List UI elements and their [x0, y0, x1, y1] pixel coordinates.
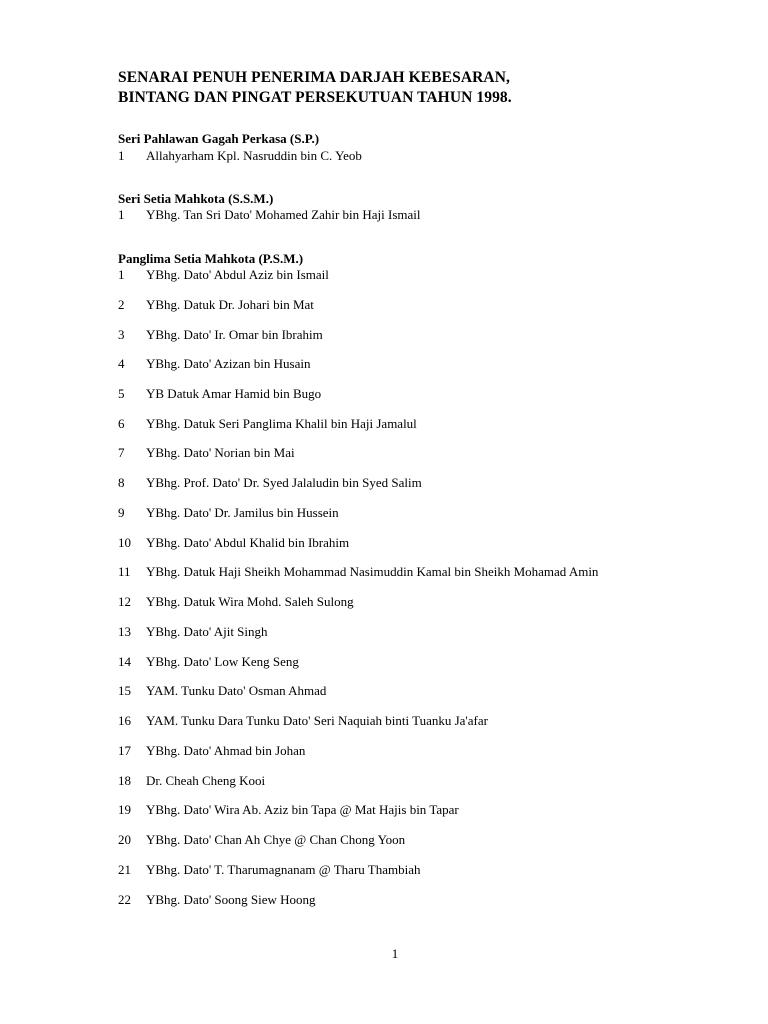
entry-name: YBhg. Dato' Low Keng Seng [146, 654, 299, 669]
list-item [118, 832, 405, 848]
entry-number: 18 [118, 773, 131, 788]
list-item [118, 743, 305, 759]
list-item [118, 475, 422, 491]
entry-name: YBhg. Datuk Seri Panglima Khalil bin Haji Jamalul [146, 416, 417, 431]
list-item [118, 356, 310, 372]
list-item [118, 416, 417, 432]
entry-number: 6 [118, 416, 125, 431]
list-item [118, 327, 323, 343]
page-number: 1 [391, 946, 399, 961]
entry-number: 5 [118, 386, 125, 401]
list-item [118, 773, 265, 789]
title-line-2: BINTANG DAN PINGAT PERSEKUTUAN TAHUN 1998. [118, 89, 512, 106]
list-item [118, 654, 299, 670]
list-item [118, 386, 321, 402]
entry-name: YAM. Tunku Dara Tunku Dato' Seri Naquiah binti Tuanku Ja'afar [146, 713, 488, 728]
list-item [118, 297, 314, 313]
entry-number: 20 [118, 832, 131, 847]
entry-name: YBhg. Dato' Chan Ah Chye @ Chan Chong Yoon [146, 832, 406, 847]
entry-name: Dr. Cheah Cheng Kooi [146, 773, 266, 788]
entry-number: 16 [118, 713, 131, 728]
list-item [118, 564, 598, 580]
list-item [118, 862, 421, 878]
entry-name: YBhg. Prof. Dato' Dr. Syed Jalaludin bin Syed Salim [146, 475, 422, 490]
entry-name: YBhg. Dato' T. Tharumagnanam @ Tharu Thambiah [146, 862, 421, 877]
list-item [118, 267, 329, 283]
entry-number: 4 [118, 356, 125, 371]
entry-number: 1 [118, 148, 125, 163]
list-item [118, 535, 349, 551]
entry-name: Allahyarham Kpl. Nasruddin bin C. Yeob [146, 148, 362, 163]
entry-number: 12 [118, 594, 131, 609]
entry-name: YBhg. Dato' Ahmad bin Johan [146, 743, 306, 758]
document-title [118, 68, 512, 108]
list-item [118, 624, 268, 640]
entry-number: 17 [118, 743, 131, 758]
section-heading-ssm: Seri Setia Mahkota (S.S.M.) [118, 191, 274, 206]
list-item [118, 207, 421, 223]
entry-number: 1 [118, 267, 125, 282]
entry-number: 14 [118, 654, 131, 669]
entry-number: 10 [118, 535, 131, 550]
entry-number: 15 [118, 683, 131, 698]
entry-name: YBhg. Datuk Haji Sheikh Mohammad Nasimuddin Kamal bin Sheikh Mohamad Amin [146, 564, 599, 579]
entry-name: YBhg. Dato' Abdul Khalid bin Ibrahim [146, 535, 350, 550]
list-item [118, 683, 326, 699]
entry-name: YBhg. Dato' Abdul Aziz bin Ismail [146, 267, 329, 282]
entry-number: 3 [118, 327, 125, 342]
entry-name: YBhg. Dato' Soong Siew Hoong [146, 892, 316, 907]
entry-name: YBhg. Dato' Dr. Jamilus bin Hussein [146, 505, 339, 520]
entry-name: YBhg. Dato' Wira Ab. Aziz bin Tapa @ Mat Hajis bin Tapar [146, 802, 459, 817]
entry-number: 8 [118, 475, 125, 490]
entry-number: 21 [118, 862, 131, 877]
list-item [118, 802, 459, 818]
entry-number: 2 [118, 297, 125, 312]
entry-name: YBhg. Datuk Wira Mohd. Saleh Sulong [146, 594, 354, 609]
entry-number: 7 [118, 445, 125, 460]
list-item [118, 148, 362, 164]
entry-name: YBhg. Tan Sri Dato' Mohamed Zahir bin Haji Ismail [146, 207, 421, 222]
entry-number: 11 [118, 564, 131, 579]
entry-name: YBhg. Dato' Ajit Singh [146, 624, 268, 639]
entry-name: YB Datuk Amar Hamid bin Bugo [146, 386, 322, 401]
entry-name: YBhg. Dato' Ir. Omar bin Ibrahim [146, 327, 323, 342]
entry-name: YBhg. Datuk Dr. Johari bin Mat [146, 297, 314, 312]
list-item [118, 892, 316, 908]
entry-number: 19 [118, 802, 131, 817]
entry-number: 1 [118, 207, 125, 222]
list-item [118, 594, 354, 610]
entry-name: YBhg. Dato' Azizan bin Husain [146, 356, 311, 371]
list-item [118, 713, 488, 729]
entry-name: YBhg. Dato' Norian bin Mai [146, 445, 295, 460]
section-heading-sp: Seri Pahlawan Gagah Perkasa (S.P.) [118, 131, 320, 146]
entry-number: 9 [118, 505, 125, 520]
entry-number: 22 [118, 892, 131, 907]
list-item [118, 445, 295, 461]
title-line-1: SENARAI PENUH PENERIMA DARJAH KEBESARAN, [118, 69, 510, 86]
entry-number: 13 [118, 624, 131, 639]
entry-name: YAM. Tunku Dato' Osman Ahmad [146, 683, 327, 698]
list-item [118, 505, 339, 521]
section-heading-psm: Panglima Setia Mahkota (P.S.M.) [118, 251, 304, 266]
